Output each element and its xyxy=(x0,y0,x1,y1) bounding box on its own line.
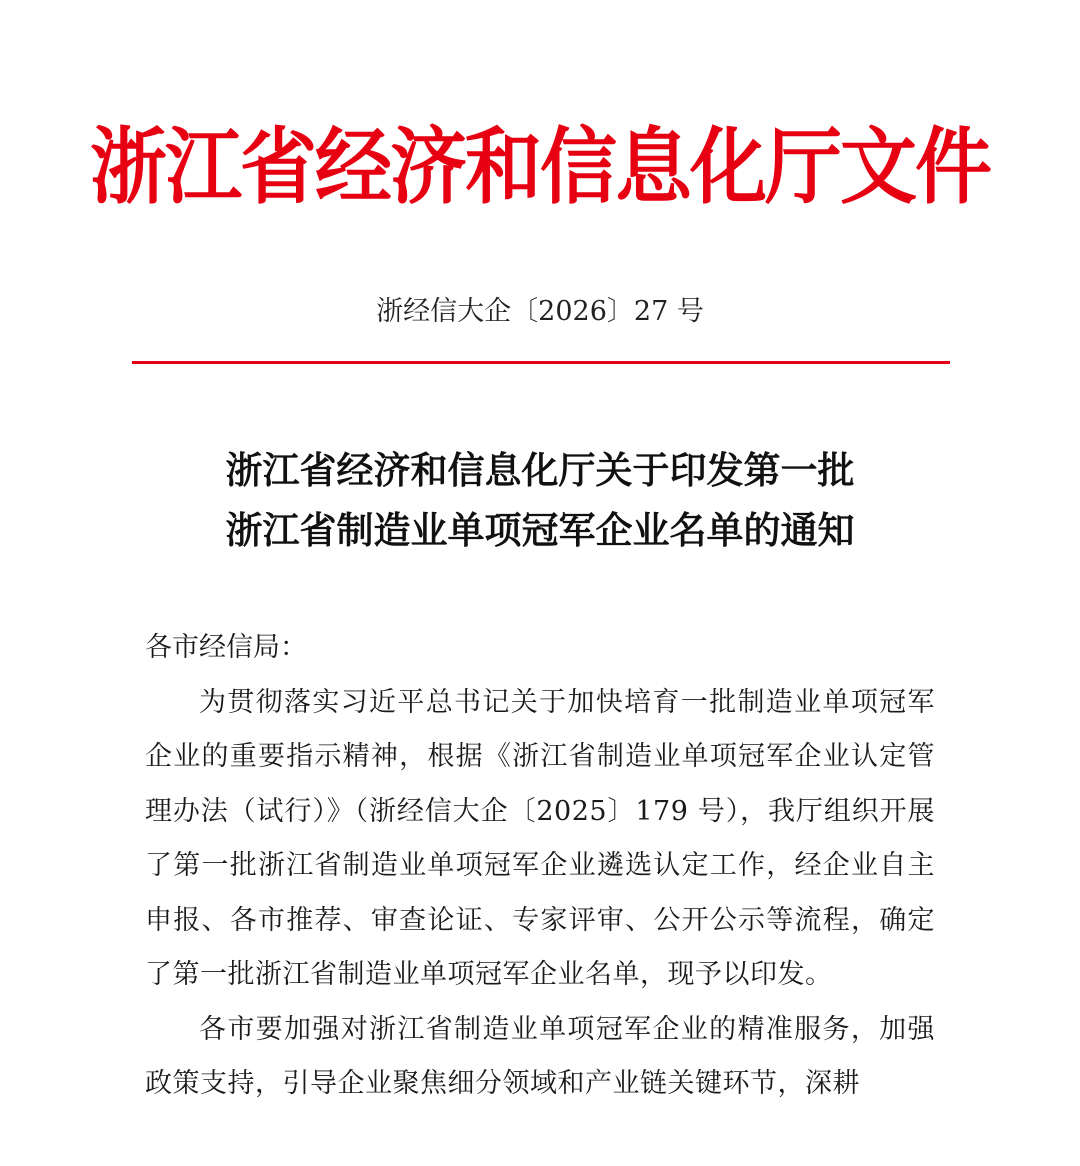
red-divider-rule xyxy=(132,361,950,364)
document-title xyxy=(0,440,1080,560)
paragraph-1: 为贯彻落实习近平总书记关于加快培育一批制造业单项冠军企业的重要指示精神，根据《浙江省制造业单项冠军企业认定管理办法（试行）》（浙经信大企〔2025〕179 号），我厅组织开展了第一批浙江省制造业单项冠军企业遴选认定工作，经企业自主申报、各市推荐、审查论证、专家评审、公开公示等流程，确定了第一批浙江省制造业单项冠军企业名单，现予以印发。 xyxy=(145,686,935,990)
title-line-1: 浙江省经济和信息化厅关于印发第一批 xyxy=(225,448,855,492)
document-number: 浙经信大企〔2026〕27 号 xyxy=(376,296,704,327)
document-body xyxy=(145,621,935,1112)
paragraph-2: 各市要加强对浙江省制造业单项冠军企业的精准服务，加强政策支持，引导企业聚焦细分领域和产业链关键环节，深耕 xyxy=(145,1013,935,1099)
title-line-2: 浙江省制造业单项冠军企业名单的通知 xyxy=(225,508,855,552)
document-masthead: 浙江省经济和信息化厅文件 xyxy=(90,118,990,216)
salutation: 各市经信局： xyxy=(145,632,307,663)
